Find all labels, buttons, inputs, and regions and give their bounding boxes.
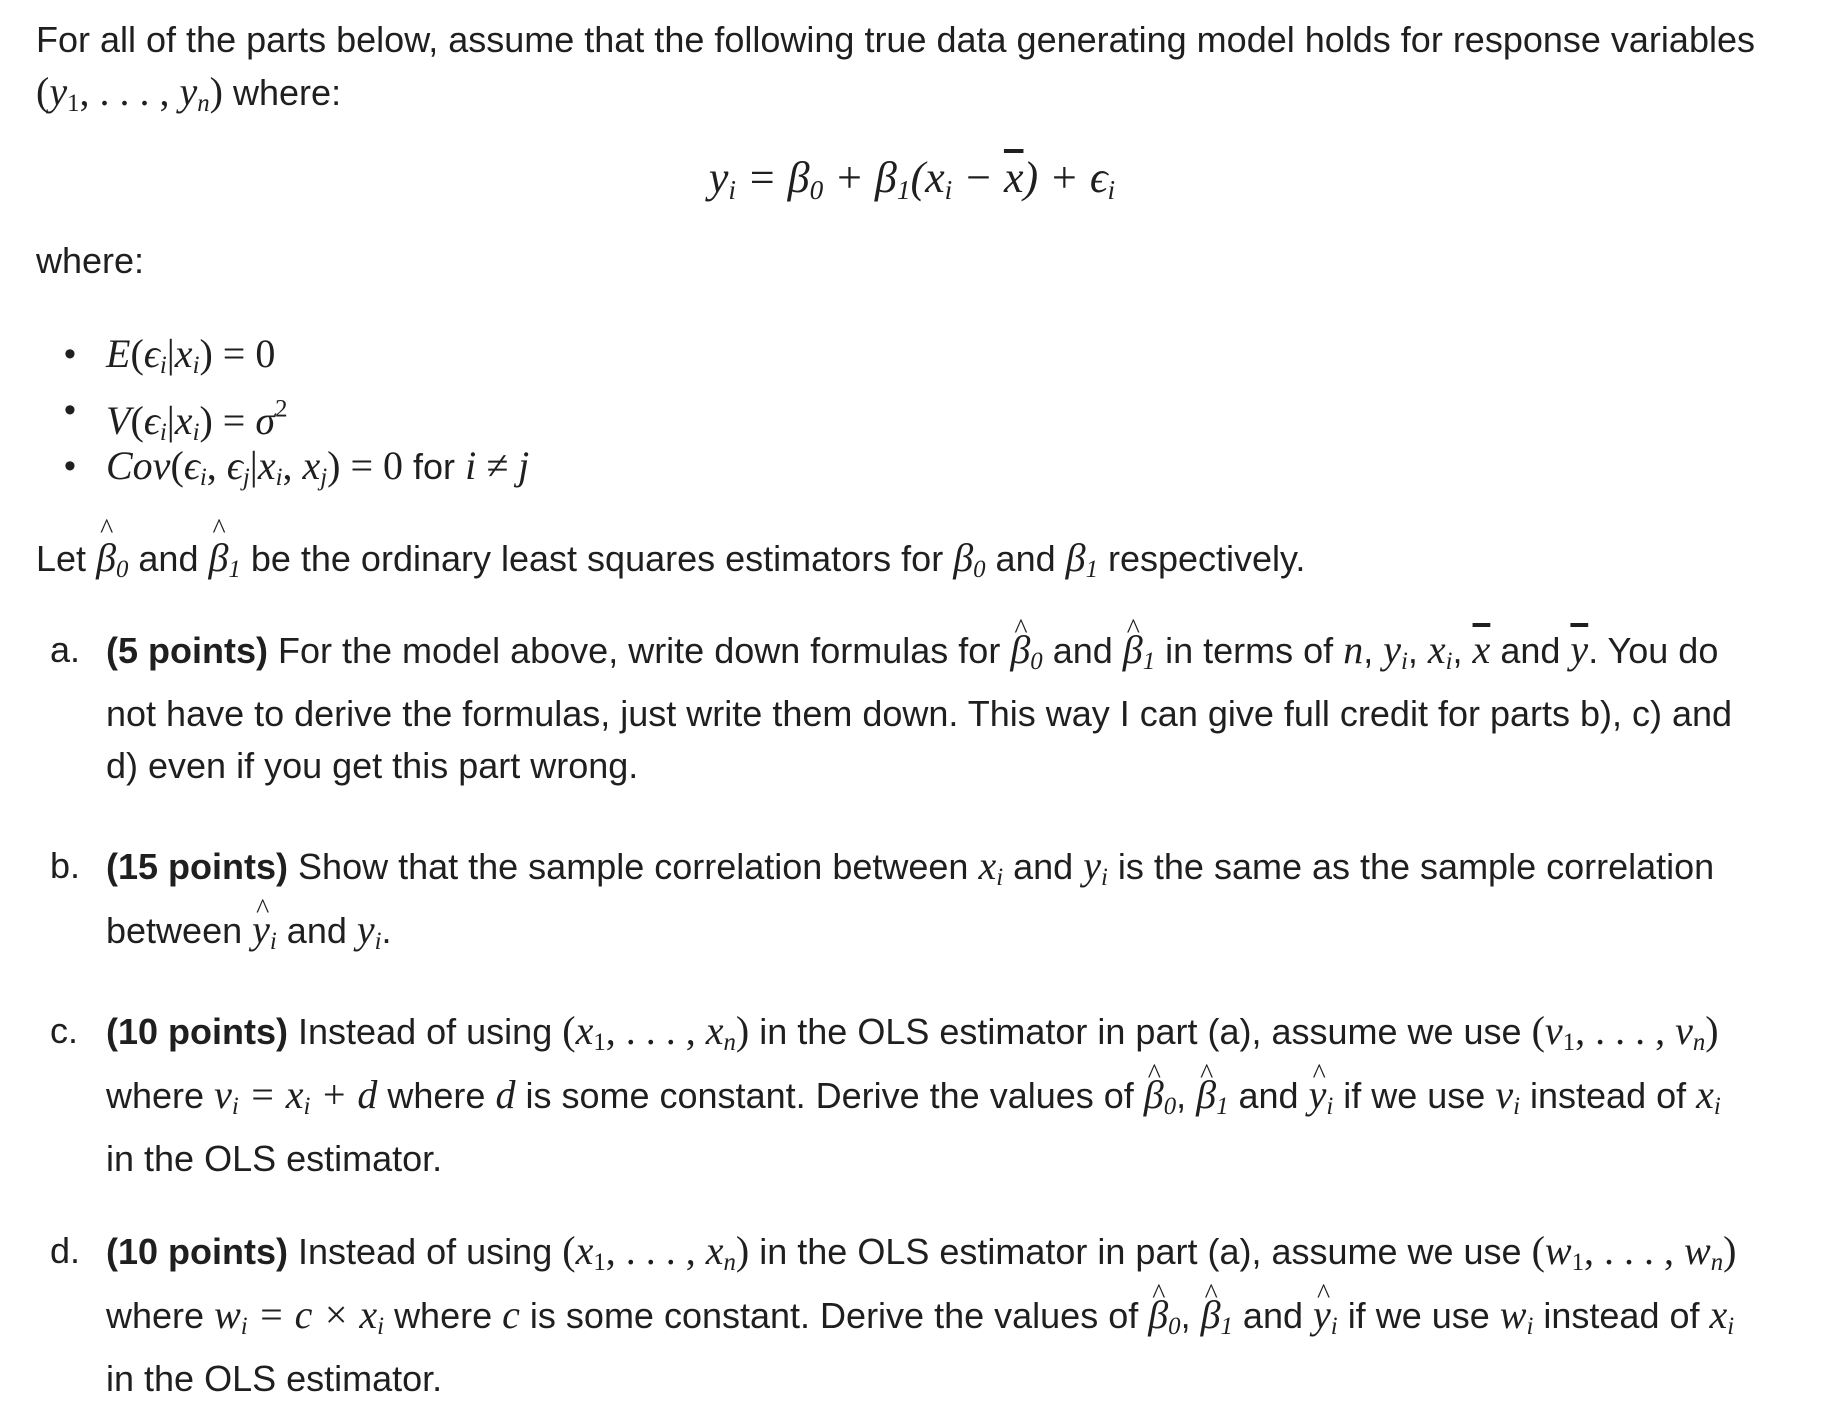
part-d-and: and: [1242, 1295, 1303, 1337]
part-b-and-1: and: [1013, 846, 1074, 888]
part-d-where-2: where: [394, 1295, 493, 1337]
part-c-text-2: in the OLS estimator in part (a), assume we use: [759, 1010, 1522, 1052]
part-c-and: and: [1238, 1074, 1299, 1116]
part-c-where-1: where: [106, 1074, 205, 1116]
response-vector: ($y_1$, . . . , $y_n$): [36, 69, 223, 118]
part-b-and-2: and: [286, 910, 347, 952]
part-d-text-5: instead of: [1543, 1295, 1700, 1337]
part-c-text-6: in the OLS estimator.: [106, 1137, 443, 1179]
assumption-covariance: • $Cov(\epsilon_i$, $\epsilon_j|x_i$, $x_j) = 0$ for i ≠ j: [64, 438, 529, 494]
estimator-definition: Let ^ $\beta_0$ and ^ $\beta_1$ be the ordinary least squares estimators for $\beta_0$ and $\beta_1$ respectively.: [36, 534, 1305, 584]
part-d-text-3: is some constant. Derive the values of: [529, 1295, 1139, 1337]
part-c-marker: c.: [50, 1009, 79, 1051]
question-parts: [50, 624, 1740, 1405]
part-c-where-2: where: [387, 1074, 486, 1116]
part-c-points: (10 points): [106, 1010, 289, 1052]
let-suffix: respectively.: [1107, 538, 1306, 579]
part-c: c. (10 points) Instead of using ($x_1$, . . . , $x_n$) in the OLS estimator in part (a), assume we use ($v_1$, . . . , $v_n$) where $v_i = x_i + d$ where d is some constant. Derive the values of ^ $\beta_0$, ^ $\beta_1$ and ^ $y_i$ if we use $v_i$ instead of $x_i$ in the OLS estimator.: [50, 1005, 1740, 1185]
assumption-list: [64, 326, 529, 494]
part-c-text-3: is some constant. Derive the values of: [525, 1074, 1134, 1116]
part-d-where-1: where: [106, 1295, 205, 1337]
and-word: and: [138, 538, 199, 579]
part-d-marker: d.: [50, 1229, 81, 1271]
part-a-text-2: in terms of: [1165, 630, 1334, 671]
let-word: Let: [36, 538, 87, 579]
and-word: and: [995, 538, 1056, 579]
part-d-text-2: in the OLS estimator in part (a), assume we use: [759, 1230, 1522, 1272]
let-middle: be the ordinary least squares estimators for: [250, 538, 944, 579]
assumption-mean: • $E(\epsilon_i|x_i) = 0$: [64, 326, 529, 382]
assumption-for-word: for: [413, 446, 456, 487]
part-a-text-1: For the model above, write down formulas for: [278, 630, 1001, 671]
part-d-text-6: in the OLS estimator.: [106, 1358, 443, 1400]
part-d-text-4: if we use: [1347, 1295, 1490, 1337]
part-a-and-2: and: [1500, 630, 1561, 671]
intro-paragraph: [36, 14, 1776, 130]
part-b: b. (15 points) Show that the sample correlation between $x_i$ and $y_i$ is the same as the sample correlation between ^ $y_i$ and $y_i$.: [50, 840, 1740, 968]
part-d-points: (10 points): [106, 1230, 289, 1272]
part-b-marker: b.: [50, 845, 81, 887]
part-c-text-4: if we use: [1343, 1074, 1486, 1116]
intro-where: where:: [233, 72, 342, 113]
model-equation: $y_i = \beta_0 + \beta_1(x_i - \overline{x}) + \epsilon_i$: [708, 153, 1116, 205]
assumption-variance: • $V(\epsilon_i|x_i) = \sigma^2$: [64, 382, 529, 438]
part-a: a. (5 points) For the model above, write down formulas for ^ $\beta_0$ and ^ $\beta_1$ in terms of n, $y_i$, $x_i$, $\overline{x}$ and $\overline{y}$. You do not have to derive the formulas, just write them down. This way I can give full credit for parts b), c) and d) even if you get this part wrong.: [50, 624, 1740, 792]
part-a-marker: a.: [50, 629, 81, 670]
part-b-text-1: Show that the sample correlation between: [298, 846, 969, 888]
part-d-text-1: Instead of using: [298, 1230, 553, 1272]
part-b-text-2: is the same as the sample correlation between: [106, 846, 1715, 952]
part-b-points: (15 points): [106, 846, 289, 888]
part-a-and-1: and: [1052, 630, 1113, 671]
part-c-text-5: instead of: [1530, 1074, 1687, 1116]
part-a-points: (5 points): [106, 630, 268, 671]
intro-text: For all of the parts below, assume that the following true data generating model holds for response variables: [36, 19, 1755, 60]
where-label: where:: [36, 240, 145, 281]
part-c-text-1: Instead of using: [298, 1010, 553, 1052]
part-d: d. (10 points) Instead of using ($x_1$, . . . , $x_n$) in the OLS estimator in part (a), assume we use ($w_1$, . . . , $w_n$) where $w_i = c \times x_i$ where c is some constant. Derive the values of ^ $\beta_0$, ^ $\beta_1$ and ^ $y_i$ if we use $w_i$ instead of $x_i$ in the OLS estimator.: [50, 1225, 1740, 1405]
part-a-text-3: You do not have to derive the formulas, just write them down. This way I can give full credit for parts b), c) and d) even if you get this part wrong.: [106, 630, 1733, 787]
